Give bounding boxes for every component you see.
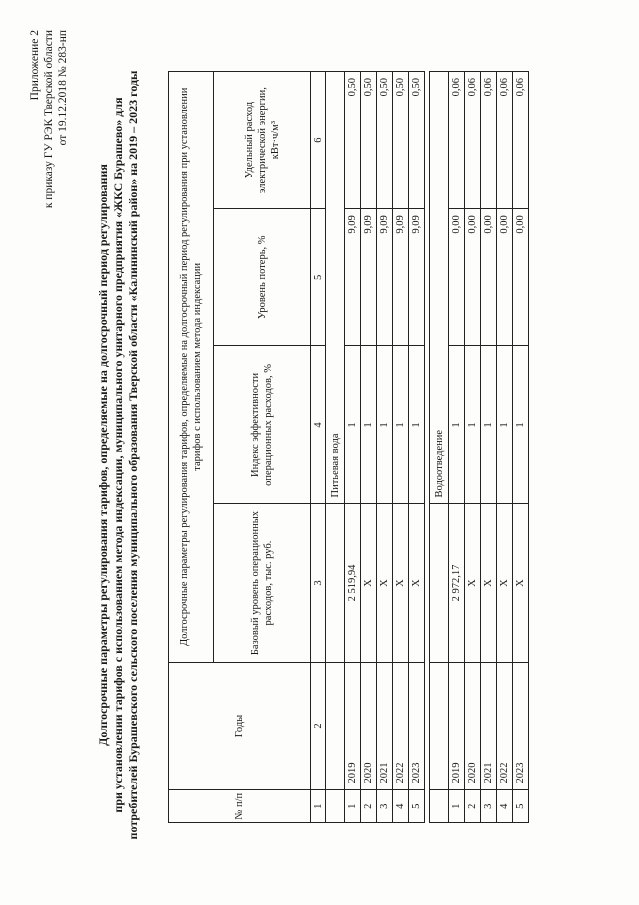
cell-energy: 0,06 [465, 72, 481, 209]
cell-index: 1 [497, 346, 513, 504]
cell-num: 5 [513, 790, 529, 823]
cell-loss: 0,00 [497, 209, 513, 346]
cell-loss: 9,09 [377, 209, 393, 346]
cell-num: 4 [497, 790, 513, 823]
cell-num: 1 [345, 790, 361, 823]
cell-year: 2021 [377, 662, 393, 790]
cell-energy: 0,06 [449, 72, 465, 209]
cell-year: 2020 [361, 662, 377, 790]
header-energy: Удельный расход электрической энергии, кВт·ч/м³ [214, 72, 311, 209]
annex-line: от 19.12.2018 № 283-нп [57, 30, 69, 146]
section-cell [430, 504, 449, 662]
section-cell [326, 662, 345, 790]
annex-line: к приказу ГУ РЭК Тверской области [43, 30, 55, 209]
cell-energy: 0,50 [377, 72, 393, 209]
cell-num: 5 [409, 790, 425, 823]
header-year: Годы [169, 662, 311, 790]
annex-block [28, 30, 70, 208]
cell-year: 2020 [465, 662, 481, 790]
annex-line: Приложение 2 [29, 30, 41, 101]
cell-base: Х [465, 504, 481, 662]
section-cell [326, 790, 345, 823]
cell-year: 2023 [409, 662, 425, 790]
table-row [497, 72, 513, 823]
cell-loss: 0,00 [481, 209, 497, 346]
cell-loss: 9,09 [345, 209, 361, 346]
cell-loss: 0,00 [513, 209, 529, 346]
cell-base: Х [377, 504, 393, 662]
col-number: 5 [311, 209, 326, 346]
section-cell [430, 662, 449, 790]
cell-index: 1 [361, 346, 377, 504]
table-row [513, 72, 529, 823]
cell-year: 2022 [393, 662, 409, 790]
header-base: Базовый уровень операционных расходов, тыс. руб. [214, 504, 311, 662]
cell-year: 2019 [449, 662, 465, 790]
cell-index: 1 [513, 346, 529, 504]
cell-energy: 0,06 [497, 72, 513, 209]
cell-loss: 9,09 [393, 209, 409, 346]
cell-year: 2023 [513, 662, 529, 790]
table-row [449, 72, 465, 823]
cell-loss: 9,09 [361, 209, 377, 346]
cell-energy: 0,50 [393, 72, 409, 209]
cell-base: 2 972,17 [449, 504, 465, 662]
table-row [481, 72, 497, 823]
cell-index: 1 [409, 346, 425, 504]
cell-base: Х [361, 504, 377, 662]
parameters-table [168, 71, 529, 823]
table-row [345, 72, 361, 823]
cell-year: 2022 [497, 662, 513, 790]
cell-index: 1 [449, 346, 465, 504]
title-line: Долгосрочные параметры регулирования тарифов, определяемые на долгосрочный период регулирования [96, 164, 110, 746]
cell-loss: 0,00 [465, 209, 481, 346]
cell-base: 2 519,94 [345, 504, 361, 662]
cell-energy: 0,50 [345, 72, 361, 209]
cell-energy: 0,50 [361, 72, 377, 209]
col-number: 6 [311, 72, 326, 209]
cell-num: 3 [377, 790, 393, 823]
table-row [377, 72, 393, 823]
cell-num: 2 [465, 790, 481, 823]
table-row [465, 72, 481, 823]
header-num: № п/п [169, 790, 311, 823]
cell-num: 3 [481, 790, 497, 823]
header-loss: Уровень потерь, % [214, 209, 311, 346]
cell-index: 1 [377, 346, 393, 504]
cell-index: 1 [393, 346, 409, 504]
cell-base: Х [409, 504, 425, 662]
table-row [361, 72, 377, 823]
col-number: 2 [311, 662, 326, 790]
cell-year: 2021 [481, 662, 497, 790]
header-index: Индекс эффективности операционных расходов, % [214, 346, 311, 504]
cell-base: Х [513, 504, 529, 662]
cell-year: 2019 [345, 662, 361, 790]
cell-num: 1 [449, 790, 465, 823]
document-title [96, 45, 141, 865]
section-cell [430, 790, 449, 823]
cell-base: Х [497, 504, 513, 662]
col-number: 3 [311, 504, 326, 662]
cell-index: 1 [481, 346, 497, 504]
cell-loss: 0,00 [449, 209, 465, 346]
cell-index: 1 [345, 346, 361, 504]
section-cell [326, 504, 345, 662]
title-line: потребителей Бурашевского сельского поселения муниципального образования Тверской области «Калининский район» на 2019 – 2023 годы [126, 70, 140, 840]
col-number: 1 [311, 790, 326, 823]
header-group: Долгосрочные параметры регулирования тарифов, определяемые на долгосрочный период регулирования при установлении тарифов с использованием метода индексации [169, 72, 214, 663]
section-title: Водоотведение [430, 72, 449, 505]
cell-base: Х [481, 504, 497, 662]
cell-energy: 0,06 [513, 72, 529, 209]
table-row [409, 72, 425, 823]
table-row [393, 72, 409, 823]
section-title: Питьевая вода [326, 72, 345, 505]
cell-num: 4 [393, 790, 409, 823]
cell-index: 1 [465, 346, 481, 504]
col-number: 4 [311, 346, 326, 504]
cell-energy: 0,50 [409, 72, 425, 209]
table-body [326, 72, 529, 823]
cell-base: Х [393, 504, 409, 662]
cell-energy: 0,06 [481, 72, 497, 209]
title-line: при установлении тарифов с использованием метода индексации, муниципального унитарного предприятия «ЖКС Бурашево» для [111, 97, 125, 813]
cell-num: 2 [361, 790, 377, 823]
cell-loss: 9,09 [409, 209, 425, 346]
